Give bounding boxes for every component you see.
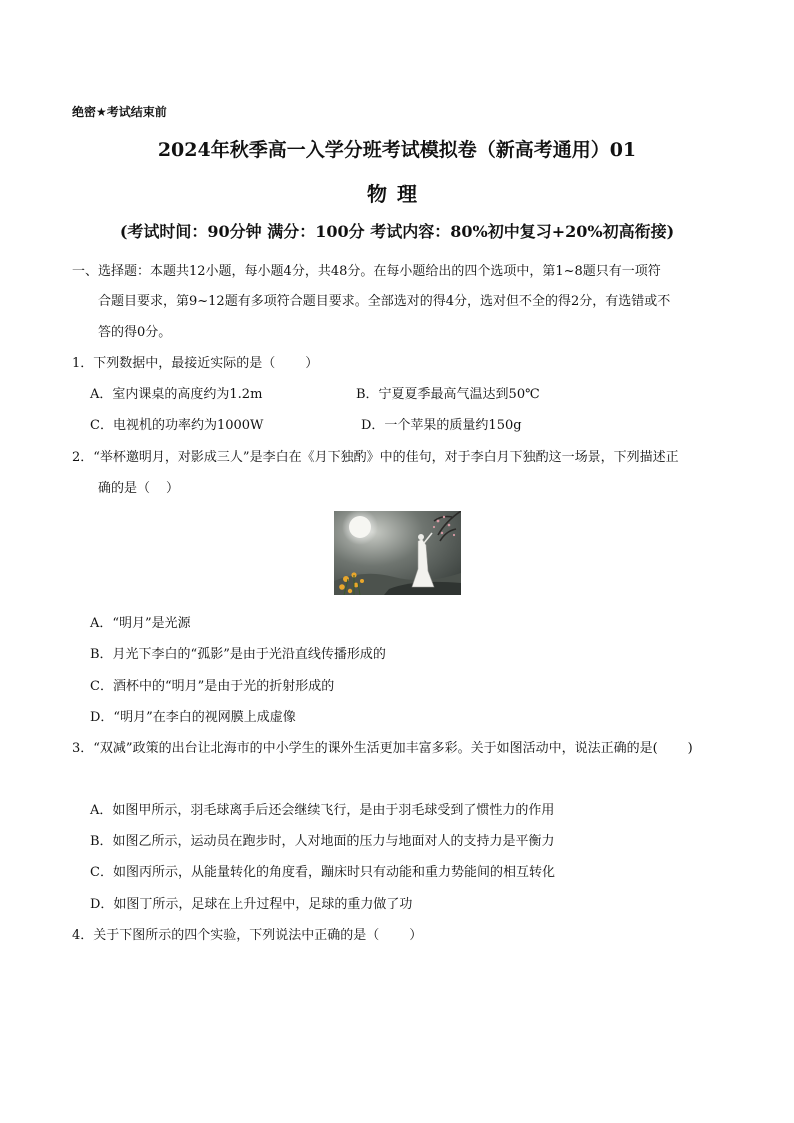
question-2-option-a: A．“明月”是光源 <box>90 616 191 631</box>
question-1-option-a: A．室内课桌的高度约为1.2m <box>90 387 263 402</box>
moon-night-illustration <box>334 511 461 595</box>
question-1-option-c: C．电视机的功率约为1000W <box>90 418 264 433</box>
subject-title: 物理 <box>367 182 427 206</box>
poet-head <box>418 534 424 540</box>
question-3-stem <box>72 737 693 756</box>
section-instructions-line2: 合题目要求，第9~12题有多项符合题目要求。全部选对的得4分，选对但不全的得2分，有选错或不 <box>98 294 671 309</box>
question-4-stem-text: 4．关于下图所示的四个实验，下列说法中正确的是（ <box>72 928 380 943</box>
moon <box>349 516 371 538</box>
question-4-stem <box>72 924 422 943</box>
question-3-option-a: A．如图甲所示，羽毛球离手后还会继续飞行，是由于羽毛球受到了惯性力的作用 <box>90 803 555 818</box>
question-2-option-c: C．酒杯中的“明月”是由于光的折射形成的 <box>90 679 335 694</box>
exam-info: (考试时间：90分钟 满分：100分 考试内容：80%初中复习+20%初高衔接) <box>119 222 675 241</box>
question-1-stem-close: ） <box>305 356 319 371</box>
exam-title: 2024年秋季高一入学分班考试模拟卷（新高考通用）01 <box>157 139 637 161</box>
question-3-option-d: D．如图丁所示，足球在上升过程中，足球的重力做了功 <box>90 897 413 912</box>
question-2-stem-line2 <box>98 477 179 496</box>
question-4-stem-close: ） <box>409 928 423 943</box>
question-3-stem-text: 3．“双减”政策的出台让北海市的中小学生的课外生活更加丰富多彩。关于如图活动中，说法正确的是( <box>72 741 658 756</box>
question-3-option-c: C．如图丙所示，从能量转化的角度看，蹦床时只有动能和重力势能间的相互转化 <box>90 865 555 880</box>
question-1-option-d: D．一个苹果的质量约150g <box>361 418 522 433</box>
question-2-stem-text: 确的是（ <box>98 481 151 496</box>
question-1-stem-text: 1．下列数据中，最接近实际的是（ <box>72 356 276 371</box>
question-2-option-b: B．月光下李白的“孤影”是由于光沿直线传播形成的 <box>90 647 386 662</box>
section-instructions-line1: 一、选择题：本题共12小题，每小题4分，共48分。在每小题给出的四个选项中，第1~8题只有一项符 <box>72 264 661 279</box>
question-3-stem-close: ) <box>687 741 693 756</box>
question-1-option-b: B．宁夏夏季最高气温达到50℃ <box>356 387 540 402</box>
question-2-stem-close: ） <box>166 481 180 496</box>
question-1-stem <box>72 352 318 371</box>
question-2-stem-line1: 2．“举杯邀明月，对影成三人”是李白在《月下独酌》中的佳句，对于李白月下独酌这一场景，下列描述正 <box>72 450 679 465</box>
confidential-label: 绝密★考试结束前 <box>72 105 167 119</box>
question-2-option-d: D．“明月”在李白的视网膜上成虚像 <box>90 710 296 725</box>
question-3-option-b: B．如图乙所示，运动员在跑步时，人对地面的压力与地面对人的支持力是平衡力 <box>90 834 555 849</box>
section-instructions-line3: 答的得0分。 <box>98 325 172 340</box>
